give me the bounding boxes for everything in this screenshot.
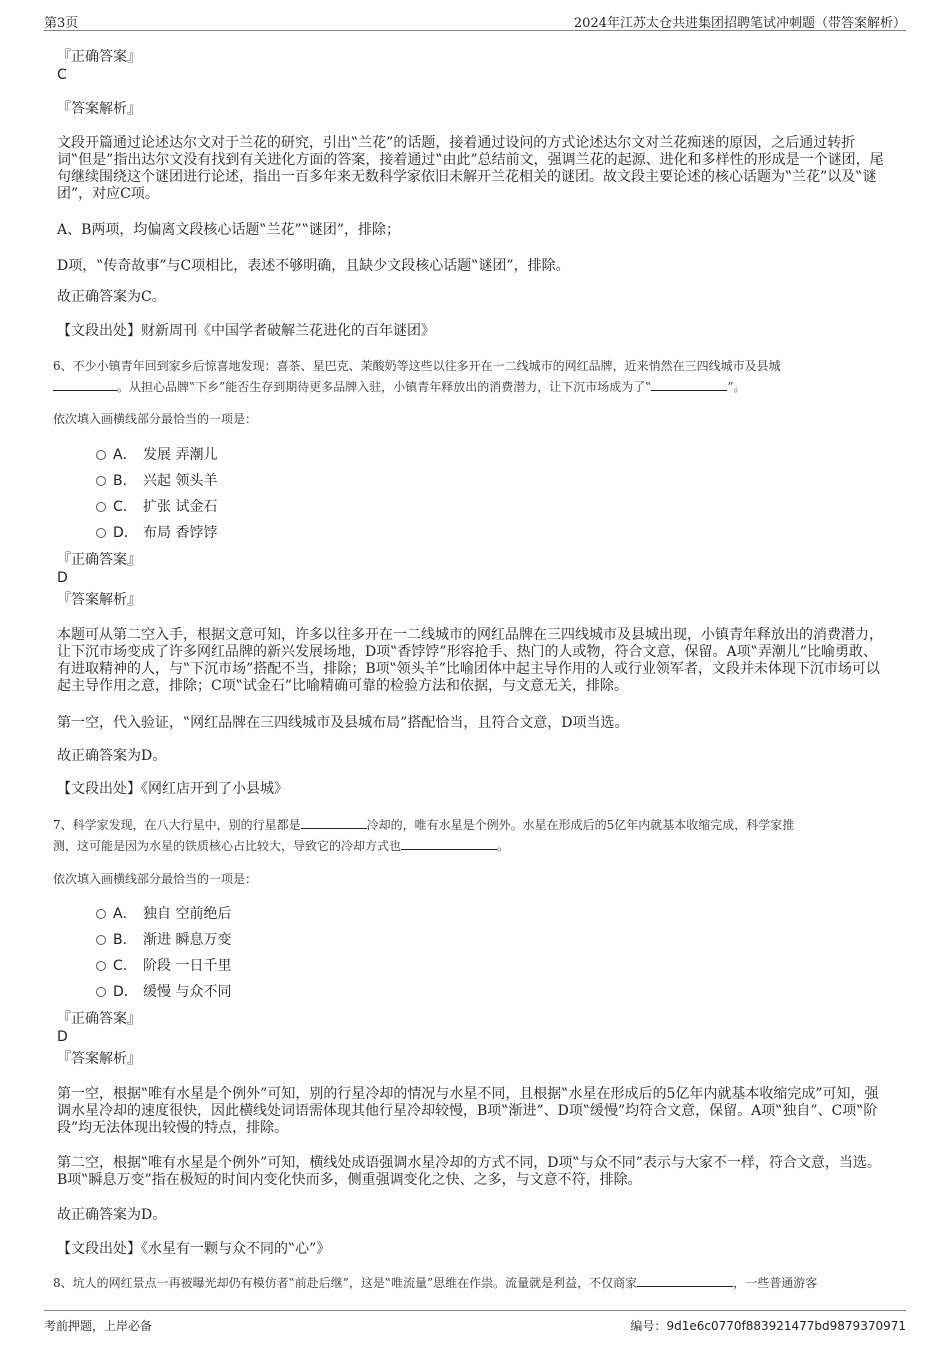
question-text-line <box>53 377 893 398</box>
option-letter: C． <box>113 958 137 974</box>
fill-blank <box>301 815 367 829</box>
question-8 <box>53 1273 893 1294</box>
option-letter: D． <box>113 525 138 541</box>
option-text: 扩张 试金石 <box>143 499 218 515</box>
document-id-label: 编号： <box>630 1319 667 1333</box>
explanation-label: 『答案解析』 <box>57 1051 141 1067</box>
explanation-conclusion: 故正确答案为D。 <box>57 748 167 764</box>
question-text: 冷却的，唯有水星是个例外。水星在形成后的5亿年内就基本收缩完成，科学家推 <box>366 818 795 832</box>
option-letter: A． <box>113 447 137 463</box>
option-text: 缓慢 与众不同 <box>143 984 232 1000</box>
question-text: 7、科学家发现，在八大行星中，别的行星都是 <box>53 818 301 832</box>
option-text: 布局 香饽饽 <box>143 525 218 541</box>
option-letter: A． <box>113 906 137 922</box>
option-letter: B． <box>113 473 137 489</box>
explanation-paragraph: 第一空，代入验证，‟网红品牌在三四线城市及县城布局”搭配恰当，且符合文意，D项当选。 <box>57 715 629 731</box>
radio-icon[interactable] <box>96 476 106 486</box>
question-text: 测，这可能是因为水星的铁质核心占比较大，导致它的冷却方式也 <box>53 839 402 853</box>
question-text: ，一些普通游客 <box>733 1276 818 1290</box>
option-c[interactable] <box>96 957 231 975</box>
explanation-conclusion: 故正确答案为D。 <box>57 1207 167 1223</box>
fill-blank <box>651 377 727 391</box>
question-text-line: 6、不少小镇青年回到家乡后惊喜地发现：喜茶、星巴克、茉酸奶等这些以往多开在一二线城市的网红品牌，近来悄然在三四线城市及县城 <box>53 359 781 373</box>
radio-icon[interactable] <box>96 987 106 997</box>
explanation-paragraph: 文段开篇通过论述达尔文对于兰花的研究，引出‟兰花”的话题，接着通过设问的方式论述达尔文对兰花痴迷的原因，之后通过转折词‟但是”指出达尔文没有找到有关进化方面的答案，接着通过‟由此”总结前文，强调兰花的起源、进化和多样性的形成是一个谜团，尾句继续围绕这个谜团进行论述，指出一百多年来无数科学家依旧未解开兰花相关的谜团。故文段主要论述的核心话题为‟兰花”以及‟谜团”，对应C项。 <box>57 135 884 202</box>
question-prompt: 依次填入画横线部分最恰当的一项是： <box>53 412 258 426</box>
option-a[interactable] <box>96 905 231 923</box>
option-c[interactable] <box>96 498 217 516</box>
option-text: 渐进 瞬息万变 <box>143 932 232 948</box>
answer-label: 『正确答案』 <box>57 552 141 568</box>
question-text: 8、坑人的网红景点一再被曝光却仍有模仿者‟前赴后继”，这是‟唯流量”思维在作祟。流量就是利益，不仅商家 <box>53 1276 638 1290</box>
option-text: 阶段 一日千里 <box>143 958 232 974</box>
fill-blank <box>53 377 117 391</box>
option-b[interactable] <box>96 931 231 949</box>
answer-label: 『正确答案』 <box>57 49 141 65</box>
option-letter: C． <box>113 499 137 515</box>
radio-icon[interactable] <box>96 935 106 945</box>
source-citation: 【文段出处】财新周刊《中国学者破解兰花进化的百年谜团》 <box>57 323 435 339</box>
explanation-paragraph: 第一空，根据‟唯有水星是个例外”可知，别的行星冷却的情况与水星不同，且根据‟水星在形成后的5亿年内就基本收缩完成”可知，强调水星冷却的速度很快，因此横线处词语需体现其他行星冷却较慢，B项‟渐进”、D项‟缓慢”均符合文意，保留。A项‟独自”、C项‟阶段”均无法体现出较慢的特点，排除。 <box>57 1086 879 1136</box>
radio-icon[interactable] <box>96 528 106 538</box>
source-citation: 【文段出处】《网红店开到了小县城》 <box>57 781 288 797</box>
page-number: 第3页 <box>44 16 79 31</box>
document-id <box>630 1317 906 1334</box>
option-letter: D． <box>113 984 138 1000</box>
option-b[interactable] <box>96 472 217 490</box>
source-citation: 【文段出处】《水星有一颗与众不同的‟心”》 <box>57 1241 331 1257</box>
explanation-paragraph: 第二空，根据‟唯有水星是个例外”可知，横线处成语强调水星冷却的方式不同，D项‟与众不同”表示与大家不一样，符合文意，当选。B项‟瞬息万变”指在极短的时间内变化快而多，侧重强调变化之快、之多，与文意不符，排除。 <box>57 1155 881 1188</box>
question-text: 。 <box>497 839 510 853</box>
question-text-line <box>53 836 893 857</box>
question-6 <box>53 356 893 398</box>
page-footer <box>44 1310 906 1333</box>
explanation-conclusion: 故正确答案为C。 <box>57 289 166 305</box>
question-text: ”。 <box>727 380 746 394</box>
option-a[interactable] <box>96 446 217 464</box>
radio-icon[interactable] <box>96 502 106 512</box>
radio-icon[interactable] <box>96 450 106 460</box>
answer-value: D <box>57 570 68 586</box>
answer-value: D <box>57 1029 68 1045</box>
explanation-paragraph: D项，‟传奇故事”与C项相比，表述不够明确，且缺少文段核心话题‟谜团”，排除。 <box>57 258 570 274</box>
radio-icon[interactable] <box>96 961 106 971</box>
explanation-label: 『答案解析』 <box>57 101 141 117</box>
explanation-paragraph: A、B两项，均偏离文段核心话题‟兰花”‟谜团”，排除； <box>57 222 401 238</box>
explanation-label: 『答案解析』 <box>57 592 141 608</box>
answer-label: 『正确答案』 <box>57 1011 141 1027</box>
question-text: 。从担心品牌‟下乡”能否生存到期待更多品牌入驻，小镇青年释放出的消费潜力，让下沉市场成为了‟ <box>117 380 652 394</box>
option-d[interactable] <box>96 983 231 1001</box>
option-text: 发展 弄潮儿 <box>143 447 218 463</box>
option-text: 独自 空前绝后 <box>143 906 232 922</box>
question-text-line <box>53 815 893 836</box>
answer-value: C <box>57 67 67 83</box>
question-7 <box>53 815 893 857</box>
explanation-paragraph: 本题可从第二空入手，根据文意可知，许多以往多开在一二线城市的网红品牌在三四线城市及县城出现，小镇青年释放出的消费潜力，让下沉市场变成了许多网红品牌的新兴发展场地，D项‟香饽饽”形容抢手、热门的人或物，符合文意，保留。A项‟弄潮儿”比喻勇敢、有进取精神的人，与‟下沉市场”搭配不当，排除；B项‟领头羊”比喻团体中起主导作用的人或行业领军者，文段并未体现下沉市场可以起主导作用之意，排除；C项‟试金石”比喻精确可靠的检验方法和依据，与文意无关，排除。 <box>57 627 883 694</box>
option-d[interactable] <box>96 524 217 542</box>
footer-slogan: 考前押题，上岸必备 <box>44 1319 153 1333</box>
question-prompt: 依次填入画横线部分最恰当的一项是： <box>53 872 258 886</box>
radio-icon[interactable] <box>96 909 106 919</box>
fill-blank <box>401 836 497 850</box>
fill-blank <box>637 1273 733 1287</box>
document-id-code: 9d1e6c0770f883921477bd9879370971 <box>666 1319 906 1333</box>
option-text: 兴起 领头羊 <box>143 473 218 489</box>
page-header <box>44 8 906 31</box>
option-letter: B． <box>113 932 137 948</box>
document-title: 2024年江苏太仓共进集团招聘笔试冲刺题（带答案解析） <box>573 16 906 31</box>
